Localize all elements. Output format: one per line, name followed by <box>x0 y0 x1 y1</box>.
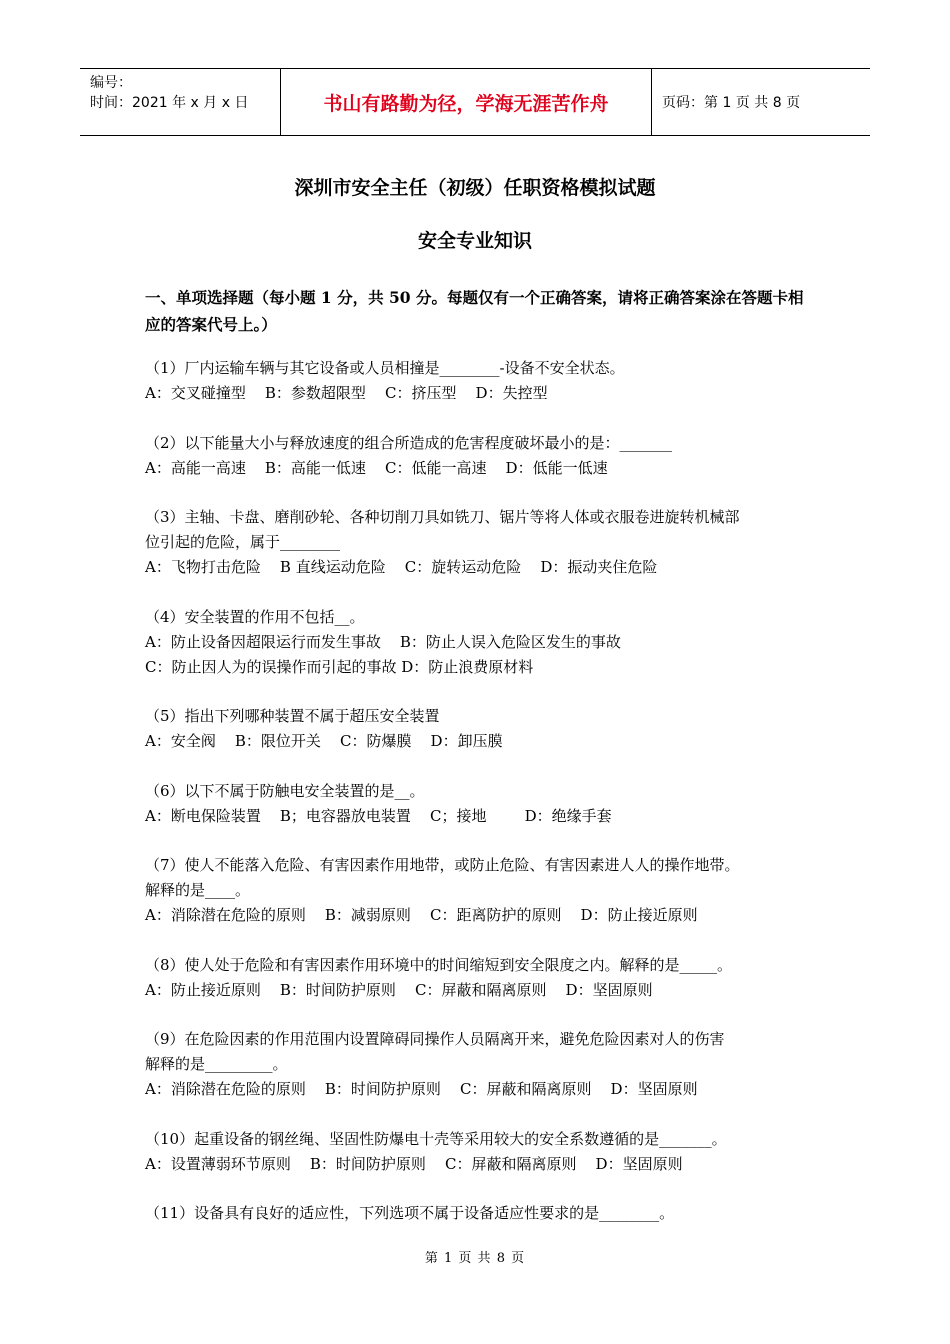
question-text: （9）在危险因素的作用范围内设置障碍同操作人员隔离开来，避免危险因素对人的伤害 <box>145 1030 725 1048</box>
question-line: A：交叉碰撞型 B：参数超限型 C：挤压型 D：失控型 <box>145 384 548 402</box>
page-footer: 第 1 页 共 8 页 <box>424 1251 526 1266</box>
question-line: A：防止设备因超限运行而发生事故 B：防止人误入危险区发生的事故 <box>145 632 621 651</box>
question-text: （10）起重设备的钢丝绳、坚固性防爆电十壳等采用较大的安全系数遵循的是_______。 <box>145 1129 727 1148</box>
question-item <box>145 505 815 580</box>
question-line: A：消除潜在危险的原则 B：减弱原则 C：距离防护的原则 D：防止接近原则 <box>145 906 698 924</box>
question-item <box>145 704 815 754</box>
question-item <box>145 356 815 406</box>
time-label: 时间：2021 年 x 月 x 日 <box>90 95 249 111</box>
page-header <box>80 68 870 136</box>
question-item <box>145 779 815 829</box>
question-text: （7）使人不能落入危险、有害因素作用地带，或防止危险、有害因素进人人的操作地带。 <box>145 856 740 874</box>
question-line: A：防止接近原则 B：时间防护原则 C：屏蔽和隔离原则 D：坚固原则 <box>145 980 653 999</box>
question-item <box>145 853 815 928</box>
question-list <box>145 356 815 1251</box>
question-line: 位引起的危险，属于________ <box>145 533 341 551</box>
question-line: A：断电保险装置 B；电容器放电装置 C；接地 D：绝缘手套 <box>145 806 612 825</box>
question-line: A：飞物打击危险 B 直线运动危险 C：旋转运动危险 D：振动夹住危险 <box>145 558 658 576</box>
number-label: 编号： <box>90 75 132 91</box>
question-text: （8）使人处于危险和有害因素作用环境中的时间缩短到安全限度之内。解释的是_____。 <box>145 955 733 974</box>
question-text: （1）厂内运输车辆与其它设备或人员相撞是________-设备不安全状态。 <box>145 359 625 377</box>
question-line: A：高能一高速 B：高能一低速 C：低能一高速 D：低能一低速 <box>145 458 608 477</box>
question-item <box>145 1027 815 1102</box>
question-line: 解释的是____。 <box>145 881 251 899</box>
question-line: A：消除潜在危险的原则 B：时间防护原则 C：屏蔽和隔离原则 D：坚固原则 <box>145 1080 698 1098</box>
question-text: （2）以下能量大小与释放速度的组合所造成的危害程度破坏最小的是：_______ <box>145 433 673 452</box>
document-subtitle: 安全专业知识 <box>417 230 532 252</box>
question-text: （11）设备具有良好的适应性，下列选项不属于设备适应性要求的是________。 <box>145 1204 675 1222</box>
section-heading: 一、单项选择题（每小题 1 分，共 50 分。每题仅有一个正确答案，请将正确答案涂在答题卡相应的答案代号上。） <box>145 288 804 334</box>
question-text: （5）指出下列哪种装置不属于超压安全装置 <box>145 707 440 725</box>
question-item <box>145 1201 815 1226</box>
question-item <box>145 953 815 1003</box>
question-line: A：安全阀 B：限位开关 C：防爆膜 D：卸压膜 <box>145 732 503 750</box>
question-item <box>145 431 815 481</box>
header-motto: 书山有路勤为径，学海无涯苦作舟 <box>280 69 652 135</box>
question-item <box>145 1127 815 1177</box>
header-page-info: 页码：第 1 页 共 8 页 <box>662 95 801 111</box>
question-line: 解释的是_________。 <box>145 1055 288 1073</box>
question-text: （4）安全装置的作用不包括__。 <box>145 607 365 626</box>
document-title: 深圳市安全主任（初级）任职资格模拟试题 <box>294 177 656 199</box>
question-item <box>145 605 815 680</box>
question-text: （3）主轴、卡盘、磨削砂轮、各种切削刀具如铣刀、锯片等将人体或衣服卷进旋转机械部 <box>145 508 740 526</box>
question-line: A：设置薄弱环节原则 B：时间防护原则 C：屏蔽和隔离原则 D：坚固原则 <box>145 1154 683 1173</box>
header-meta <box>80 69 280 135</box>
question-text: （6）以下不属于防触电安全装置的是__。 <box>145 781 425 800</box>
question-line: C：防止因人为的误操作而引起的事故 D：防止浪费原材料 <box>145 657 534 676</box>
